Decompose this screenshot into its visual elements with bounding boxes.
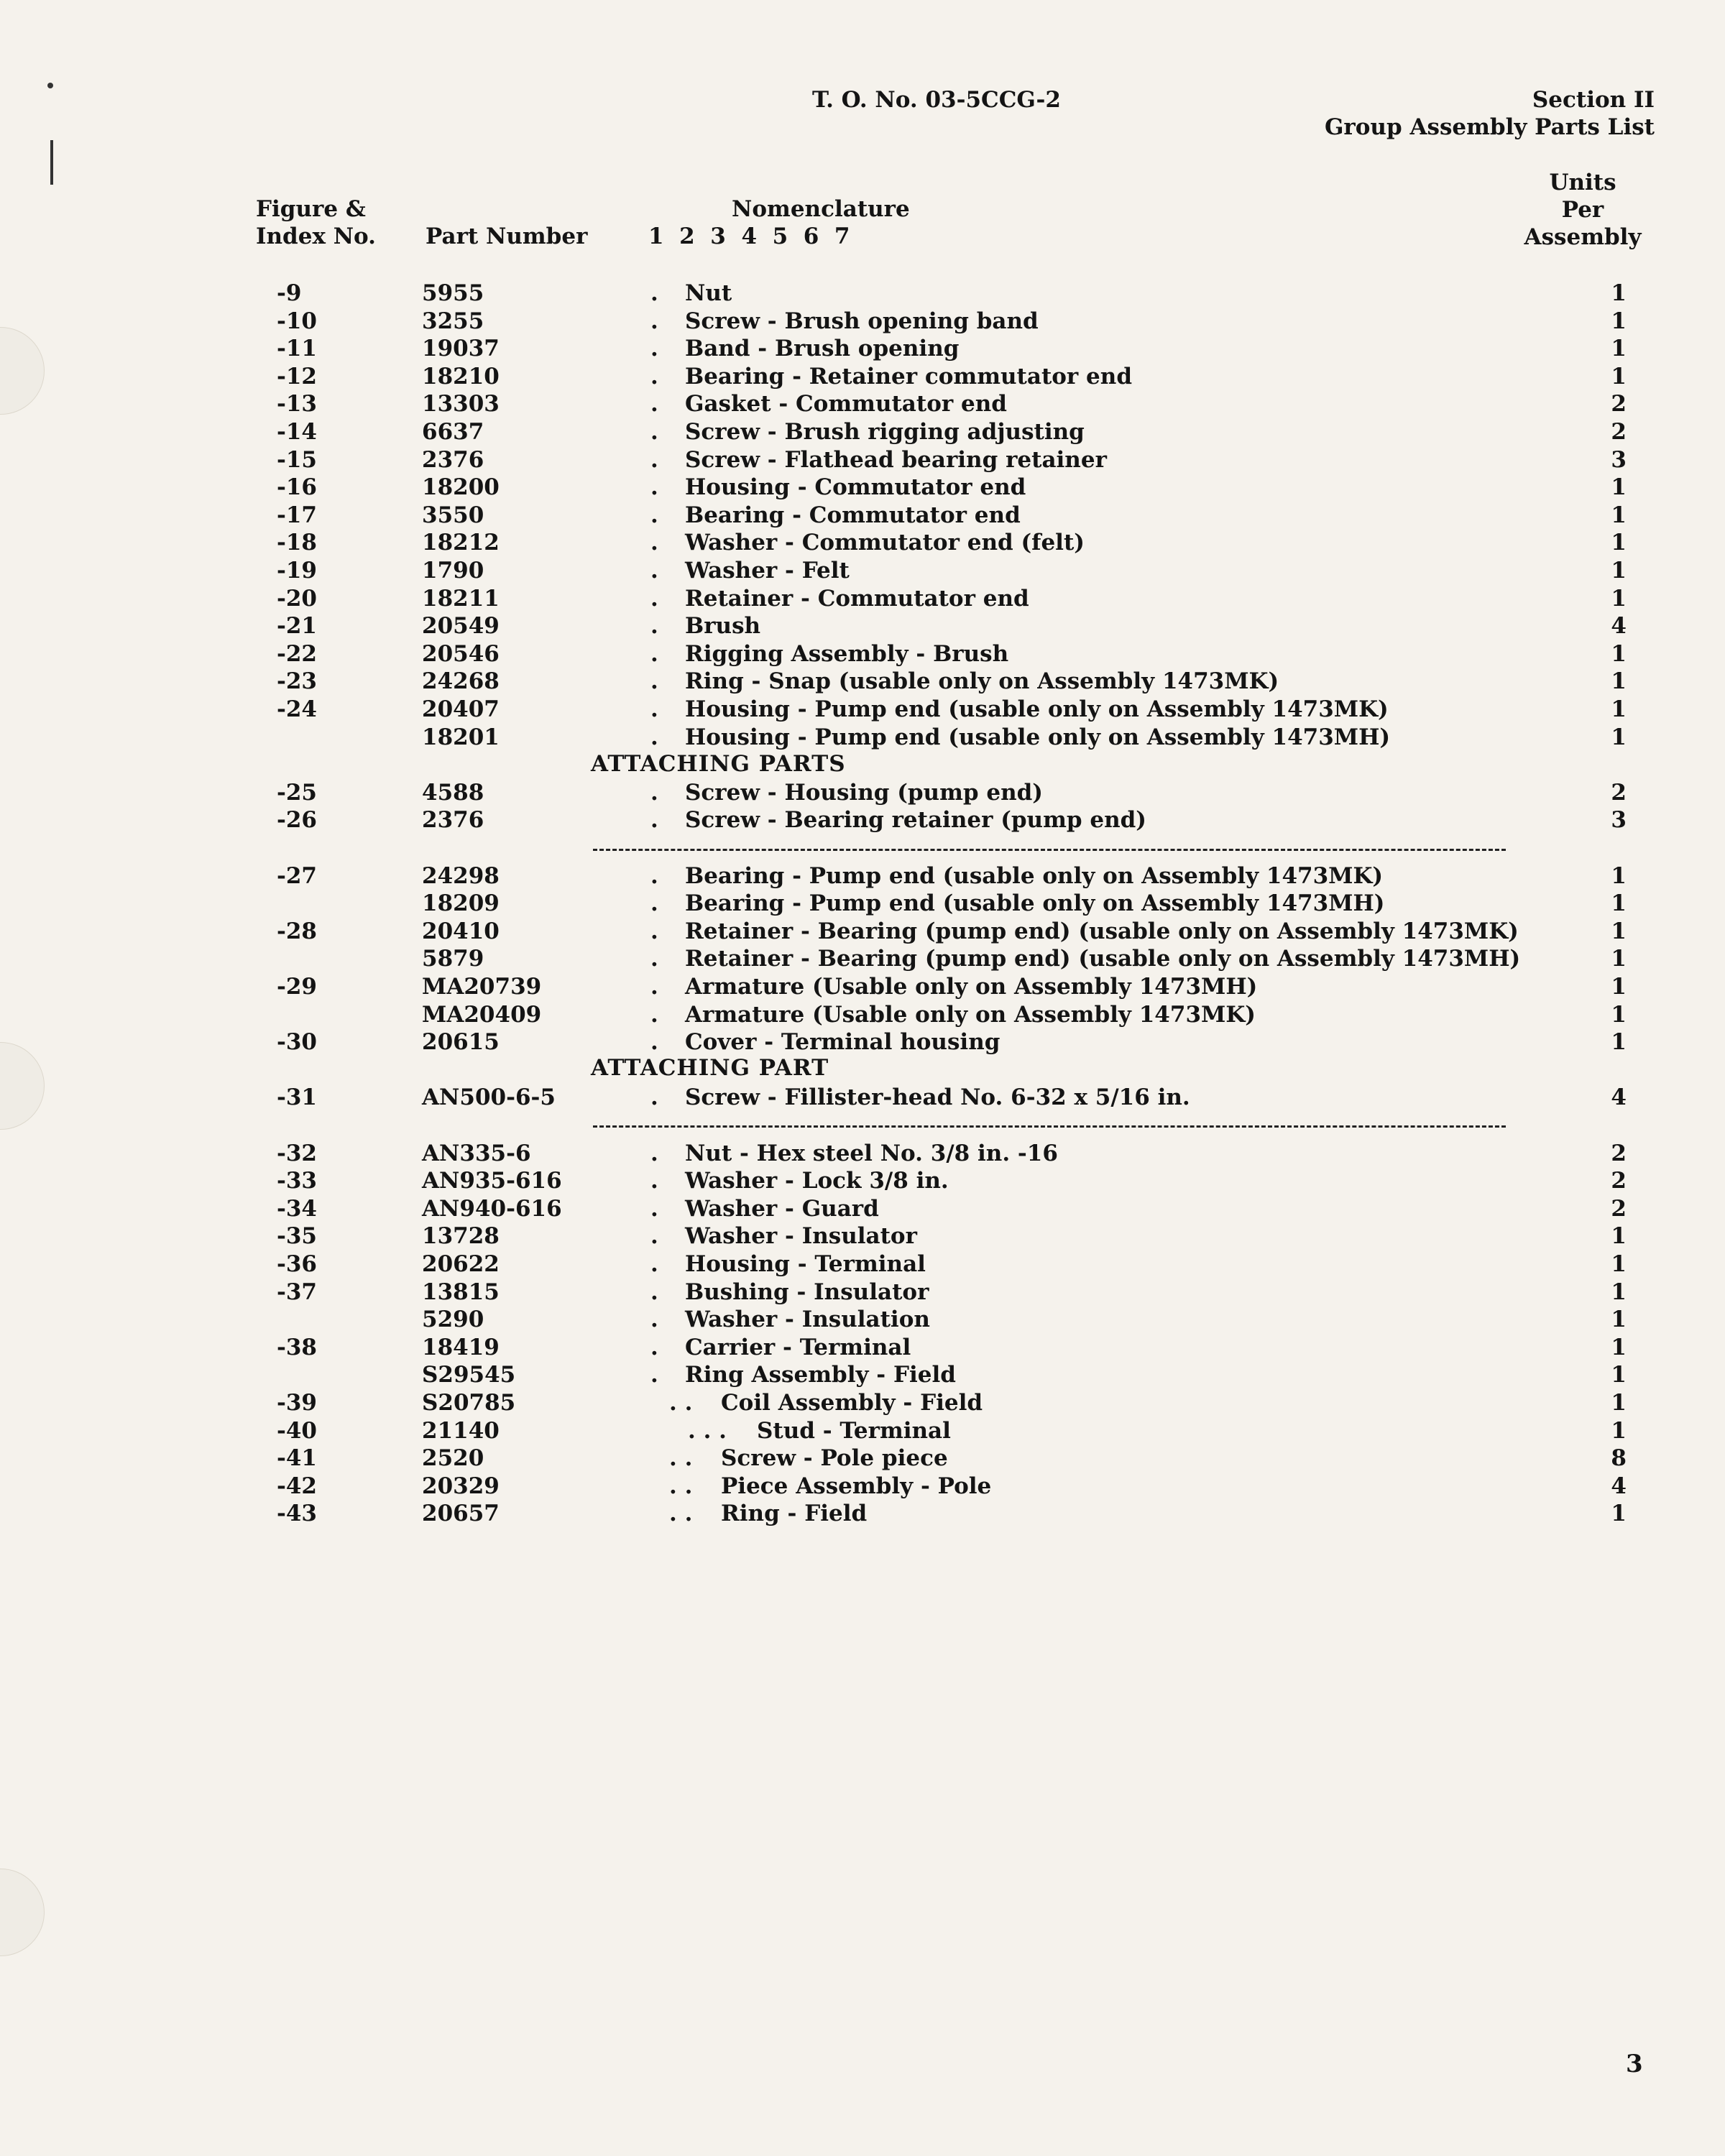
nomenclature-cell: Screw - Brush rigging adjusting bbox=[685, 419, 1085, 445]
figure-index-cell: -31 bbox=[277, 1084, 318, 1110]
units-cell: 1 bbox=[1611, 280, 1627, 306]
indent-dots: . . bbox=[669, 1473, 693, 1499]
indent-dots: . bbox=[650, 918, 658, 944]
indent-dots: . bbox=[650, 1002, 658, 1028]
indent-dots: . bbox=[650, 946, 658, 972]
indent-dots: . bbox=[650, 1168, 658, 1194]
part-number-cell: 6637 bbox=[422, 419, 484, 445]
indent-dots: . bbox=[650, 1307, 658, 1332]
units-cell: 1 bbox=[1611, 863, 1627, 889]
figure-index-cell: -34 bbox=[277, 1196, 318, 1222]
part-number-cell: 18212 bbox=[422, 530, 500, 556]
figure-index-cell: -37 bbox=[277, 1279, 318, 1305]
col-figure-header-1: Figure & bbox=[256, 196, 366, 222]
part-number-cell: 20329 bbox=[422, 1473, 500, 1499]
table-row bbox=[0, 1279, 1725, 1306]
units-cell: 1 bbox=[1611, 1335, 1627, 1360]
nomenclature-cell: Ring - Field bbox=[721, 1501, 868, 1526]
indent-dots: . . . bbox=[688, 1418, 727, 1444]
table-row bbox=[0, 1473, 1725, 1500]
attaching-parts-heading: ATTACHING PARTS bbox=[591, 751, 846, 777]
table-row bbox=[0, 1167, 1725, 1194]
units-cell: 2 bbox=[1611, 391, 1627, 417]
figure-index-cell: -35 bbox=[277, 1223, 318, 1249]
indent-dots: . bbox=[650, 1279, 658, 1305]
table-row bbox=[0, 1334, 1725, 1361]
part-number-cell: 18200 bbox=[422, 474, 500, 500]
nomenclature-cell: Housing - Pump end (usable only on Assembly 1473MK) bbox=[685, 696, 1389, 722]
indent-dots: . . bbox=[669, 1501, 693, 1526]
indent-dots: . bbox=[650, 974, 658, 1000]
part-number-cell: AN935-616 bbox=[422, 1168, 562, 1194]
figure-index-cell: -23 bbox=[277, 668, 318, 694]
indent-dots: . bbox=[650, 668, 658, 694]
part-number-cell: AN500-6-5 bbox=[422, 1084, 556, 1110]
nomenclature-cell: Armature (Usable only on Assembly 1473MK) bbox=[685, 1002, 1256, 1028]
part-number-cell: 2376 bbox=[422, 807, 484, 833]
units-cell: 2 bbox=[1611, 1141, 1627, 1166]
nomenclature-cell: Armature (Usable only on Assembly 1473MH) bbox=[685, 974, 1258, 1000]
figure-index-cell: -16 bbox=[277, 474, 318, 500]
figure-index-cell: -12 bbox=[277, 364, 318, 390]
indent-dots: . bbox=[650, 308, 658, 334]
binder-hole-bottom bbox=[0, 1869, 45, 1956]
units-cell: 1 bbox=[1611, 1223, 1627, 1249]
indent-dots: . bbox=[650, 613, 658, 639]
part-number-cell: 13815 bbox=[422, 1279, 500, 1305]
part-number-cell: 20549 bbox=[422, 613, 500, 639]
nomenclature-cell: Gasket - Commutator end bbox=[685, 391, 1007, 417]
table-row bbox=[0, 668, 1725, 695]
units-cell: 1 bbox=[1611, 1029, 1627, 1055]
nomenclature-cell: Screw - Flathead bearing retainer bbox=[685, 447, 1107, 473]
indent-dots: . bbox=[650, 336, 658, 361]
table-row bbox=[0, 557, 1725, 584]
units-cell: 1 bbox=[1611, 668, 1627, 694]
indent-dots: . bbox=[650, 890, 658, 916]
part-number-cell: 20410 bbox=[422, 918, 500, 944]
part-number-cell: 20657 bbox=[422, 1501, 500, 1526]
nomenclature-cell: Screw - Brush opening band bbox=[685, 308, 1039, 334]
indent-dots: . bbox=[650, 447, 658, 473]
figure-index-cell: -25 bbox=[277, 780, 318, 806]
part-number-cell: 20615 bbox=[422, 1029, 500, 1055]
table-row bbox=[0, 779, 1725, 806]
table-row bbox=[0, 1500, 1725, 1527]
nomenclature-cell: Coil Assembly - Field bbox=[721, 1390, 983, 1416]
table-row bbox=[0, 918, 1725, 945]
indent-dots: . bbox=[650, 724, 658, 750]
table-row bbox=[0, 806, 1725, 834]
units-cell: 1 bbox=[1611, 724, 1627, 750]
part-number-cell: 5955 bbox=[422, 280, 484, 306]
table-row bbox=[0, 1306, 1725, 1333]
figure-index-cell: -28 bbox=[277, 918, 318, 944]
figure-index-cell: -39 bbox=[277, 1390, 318, 1416]
page-number: 3 bbox=[1626, 2050, 1643, 2078]
table-row bbox=[0, 1417, 1725, 1445]
nomenclature-cell: Ring Assembly - Field bbox=[685, 1362, 956, 1388]
section-label: Section II bbox=[1532, 87, 1655, 113]
nomenclature-cell: Carrier - Terminal bbox=[685, 1335, 911, 1360]
figure-index-cell: -10 bbox=[277, 308, 318, 334]
part-number-cell: 3550 bbox=[422, 502, 484, 528]
table-row bbox=[0, 696, 1725, 723]
attaching-part-heading: ATTACHING PART bbox=[591, 1055, 829, 1081]
part-number-cell: 24298 bbox=[422, 863, 500, 889]
table-row bbox=[0, 724, 1725, 751]
indent-dots: . bbox=[650, 641, 658, 667]
indent-dots: . bbox=[650, 1141, 658, 1166]
figure-index-cell: -22 bbox=[277, 641, 318, 667]
units-cell: 2 bbox=[1611, 1168, 1627, 1194]
nomenclature-cell: Rigging Assembly - Brush bbox=[685, 641, 1009, 667]
part-number-cell: 2376 bbox=[422, 447, 484, 473]
indent-dots: . bbox=[650, 1196, 658, 1222]
indent-dots: . bbox=[650, 1335, 658, 1360]
nomenclature-cell: Nut - Hex steel No. 3/8 in. -16 bbox=[685, 1141, 1058, 1166]
nomenclature-cell: Washer - Lock 3/8 in. bbox=[685, 1168, 949, 1194]
margin-mark bbox=[50, 140, 53, 185]
figure-index-cell: -18 bbox=[277, 530, 318, 556]
col-units-header-2: Per bbox=[1561, 197, 1604, 223]
table-row bbox=[0, 474, 1725, 501]
margin-mark bbox=[47, 83, 53, 88]
table-row bbox=[0, 1445, 1725, 1472]
part-number-cell: 4588 bbox=[422, 780, 484, 806]
nomenclature-cell: Housing - Pump end (usable only on Assembly 1473MH) bbox=[685, 724, 1391, 750]
units-cell: 1 bbox=[1611, 1251, 1627, 1277]
units-cell: 1 bbox=[1611, 1307, 1627, 1332]
units-cell: 1 bbox=[1611, 696, 1627, 722]
indent-dots: . bbox=[650, 807, 658, 833]
units-cell: 3 bbox=[1611, 807, 1627, 833]
table-row bbox=[0, 1195, 1725, 1222]
part-number-cell: 5879 bbox=[422, 946, 484, 972]
part-number-cell: 5290 bbox=[422, 1307, 484, 1332]
figure-index-cell: -42 bbox=[277, 1473, 318, 1499]
nomenclature-cell: Washer - Insulator bbox=[685, 1223, 917, 1249]
units-cell: 4 bbox=[1611, 1084, 1627, 1110]
indent-dots: . bbox=[650, 1223, 658, 1249]
indent-dots: . bbox=[650, 364, 658, 390]
nomenclature-cell: Retainer - Bearing (pump end) (usable only on Assembly 1473MH) bbox=[685, 946, 1521, 972]
figure-index-cell: -20 bbox=[277, 586, 318, 612]
nomenclature-cell: Bearing - Commutator end bbox=[685, 502, 1021, 528]
indent-dots: . bbox=[650, 391, 658, 417]
units-cell: 1 bbox=[1611, 558, 1627, 584]
table-row bbox=[0, 502, 1725, 529]
figure-index-cell: -27 bbox=[277, 863, 318, 889]
nomenclature-cell: Housing - Commutator end bbox=[685, 474, 1026, 500]
table-row bbox=[0, 1001, 1725, 1028]
nomenclature-cell: Washer - Guard bbox=[685, 1196, 879, 1222]
indent-dots: . bbox=[650, 1029, 658, 1055]
figure-index-cell: -17 bbox=[277, 502, 318, 528]
part-number-cell: S20785 bbox=[422, 1390, 516, 1416]
indent-dots: . bbox=[650, 780, 658, 806]
table-row bbox=[0, 640, 1725, 668]
figure-index-cell: -15 bbox=[277, 447, 318, 473]
units-cell: 2 bbox=[1611, 1196, 1627, 1222]
units-cell: 1 bbox=[1611, 1362, 1627, 1388]
col-indent-levels: 1 2 3 4 5 6 7 bbox=[648, 224, 850, 249]
table-row bbox=[0, 446, 1725, 474]
part-number-cell: MA20739 bbox=[422, 974, 542, 1000]
part-number-cell: 13303 bbox=[422, 391, 500, 417]
nomenclature-cell: Washer - Commutator end (felt) bbox=[685, 530, 1085, 556]
units-cell: 1 bbox=[1611, 1501, 1627, 1526]
nomenclature-cell: Housing - Terminal bbox=[685, 1251, 926, 1277]
nomenclature-cell: Nut bbox=[685, 280, 732, 306]
units-cell: 1 bbox=[1611, 918, 1627, 944]
figure-index-cell: -21 bbox=[277, 613, 318, 639]
table-row bbox=[0, 890, 1725, 917]
nomenclature-cell: Screw - Fillister-head No. 6-32 x 5/16 in. bbox=[685, 1084, 1190, 1110]
part-number-cell: 2520 bbox=[422, 1445, 484, 1471]
units-cell: 1 bbox=[1611, 474, 1627, 500]
units-cell: 2 bbox=[1611, 419, 1627, 445]
indent-dots: . bbox=[650, 696, 658, 722]
table-row bbox=[0, 973, 1725, 1000]
nomenclature-cell: Piece Assembly - Pole bbox=[721, 1473, 992, 1499]
units-cell: 8 bbox=[1611, 1445, 1627, 1471]
part-number-cell: 18210 bbox=[422, 364, 500, 390]
part-number-cell: AN335-6 bbox=[422, 1141, 531, 1166]
nomenclature-cell: Bushing - Insulator bbox=[685, 1279, 929, 1305]
figure-index-cell: -36 bbox=[277, 1251, 318, 1277]
part-number-cell: 1790 bbox=[422, 558, 484, 584]
figure-index-cell: -30 bbox=[277, 1029, 318, 1055]
table-row bbox=[0, 585, 1725, 612]
section-title: Group Assembly Parts List bbox=[1324, 114, 1655, 140]
part-number-cell: 18201 bbox=[422, 724, 500, 750]
units-cell: 1 bbox=[1611, 364, 1627, 390]
col-units-header-3: Assembly bbox=[1524, 224, 1642, 250]
nomenclature-cell: Retainer - Commutator end bbox=[685, 586, 1029, 612]
units-cell: 4 bbox=[1611, 613, 1627, 639]
table-row bbox=[0, 1222, 1725, 1250]
figure-index-cell: -29 bbox=[277, 974, 318, 1000]
figure-index-cell: -24 bbox=[277, 696, 318, 722]
units-cell: 1 bbox=[1611, 641, 1627, 667]
part-number-cell: 13728 bbox=[422, 1223, 500, 1249]
part-number-cell: 19037 bbox=[422, 336, 500, 361]
indent-dots: . bbox=[650, 1251, 658, 1277]
figure-index-cell: -33 bbox=[277, 1168, 318, 1194]
indent-dots: . bbox=[650, 474, 658, 500]
table-row bbox=[0, 1250, 1725, 1278]
table-row bbox=[0, 280, 1725, 307]
nomenclature-cell: Bearing - Retainer commutator end bbox=[685, 364, 1132, 390]
nomenclature-cell: Brush bbox=[685, 613, 761, 639]
nomenclature-cell: Stud - Terminal bbox=[757, 1418, 951, 1444]
part-number-cell: 18419 bbox=[422, 1335, 500, 1360]
nomenclature-cell: Screw - Bearing retainer (pump end) bbox=[685, 807, 1146, 833]
indent-dots: . bbox=[650, 502, 658, 528]
part-number-cell: 20622 bbox=[422, 1251, 500, 1277]
units-cell: 1 bbox=[1611, 530, 1627, 556]
part-number-cell: 20407 bbox=[422, 696, 500, 722]
part-number-cell: 21140 bbox=[422, 1418, 500, 1444]
part-number-cell: 18209 bbox=[422, 890, 500, 916]
nomenclature-cell: Cover - Terminal housing bbox=[685, 1029, 1000, 1055]
table-row bbox=[0, 862, 1725, 890]
table-row bbox=[0, 1140, 1725, 1167]
part-number-cell: AN940-616 bbox=[422, 1196, 562, 1222]
units-cell: 1 bbox=[1611, 502, 1627, 528]
indent-dots: . bbox=[650, 1084, 658, 1110]
indent-dots: . . bbox=[669, 1390, 693, 1416]
table-row bbox=[0, 529, 1725, 556]
units-cell: 4 bbox=[1611, 1473, 1627, 1499]
nomenclature-cell: Washer - Insulation bbox=[685, 1307, 930, 1332]
separator-line bbox=[593, 849, 1506, 851]
figure-index-cell: -11 bbox=[277, 336, 318, 361]
indent-dots: . bbox=[650, 419, 658, 445]
table-row bbox=[0, 1389, 1725, 1416]
table-row bbox=[0, 945, 1725, 972]
separator-line bbox=[593, 1125, 1506, 1128]
nomenclature-cell: Washer - Felt bbox=[685, 558, 850, 584]
indent-dots: . bbox=[650, 530, 658, 556]
units-cell: 1 bbox=[1611, 336, 1627, 361]
units-cell: 1 bbox=[1611, 946, 1627, 972]
part-number-cell: 20546 bbox=[422, 641, 500, 667]
units-cell: 1 bbox=[1611, 890, 1627, 916]
table-row bbox=[0, 335, 1725, 362]
indent-dots: . bbox=[650, 280, 658, 306]
nomenclature-cell: Retainer - Bearing (pump end) (usable only on Assembly 1473MK) bbox=[685, 918, 1519, 944]
figure-index-cell: -19 bbox=[277, 558, 318, 584]
indent-dots: . bbox=[650, 558, 658, 584]
units-cell: 1 bbox=[1611, 1390, 1627, 1416]
units-cell: 1 bbox=[1611, 586, 1627, 612]
col-units-header-1: Units bbox=[1549, 170, 1616, 195]
part-number-cell: 18211 bbox=[422, 586, 500, 612]
nomenclature-cell: Screw - Housing (pump end) bbox=[685, 780, 1043, 806]
indent-dots: . bbox=[650, 1362, 658, 1388]
figure-index-cell: -26 bbox=[277, 807, 318, 833]
table-row bbox=[0, 363, 1725, 390]
indent-dots: . bbox=[650, 586, 658, 612]
nomenclature-cell: Bearing - Pump end (usable only on Assembly 1473MK) bbox=[685, 863, 1384, 889]
indent-dots: . bbox=[650, 863, 658, 889]
table-row bbox=[0, 1361, 1725, 1388]
part-number-cell: S29545 bbox=[422, 1362, 516, 1388]
units-cell: 1 bbox=[1611, 1418, 1627, 1444]
table-row bbox=[0, 308, 1725, 335]
nomenclature-cell: Bearing - Pump end (usable only on Assembly 1473MH) bbox=[685, 890, 1385, 916]
table-row bbox=[0, 1084, 1725, 1111]
figure-index-cell: -14 bbox=[277, 419, 318, 445]
nomenclature-cell: Band - Brush opening bbox=[685, 336, 960, 361]
figure-index-cell: -40 bbox=[277, 1418, 318, 1444]
units-cell: 1 bbox=[1611, 974, 1627, 1000]
nomenclature-cell: Screw - Pole piece bbox=[721, 1445, 948, 1471]
nomenclature-cell: Ring - Snap (usable only on Assembly 1473MK) bbox=[685, 668, 1279, 694]
figure-index-cell: -38 bbox=[277, 1335, 318, 1360]
figure-index-cell: -32 bbox=[277, 1141, 318, 1166]
units-cell: 1 bbox=[1611, 308, 1627, 334]
units-cell: 1 bbox=[1611, 1279, 1627, 1305]
table-row bbox=[0, 418, 1725, 446]
part-number-cell: 24268 bbox=[422, 668, 500, 694]
to-number: T. O. No. 03-5CCG-2 bbox=[812, 87, 1061, 113]
figure-index-cell: -9 bbox=[277, 280, 302, 306]
col-part-number-header: Part Number bbox=[426, 224, 588, 249]
figure-index-cell: -41 bbox=[277, 1445, 318, 1471]
part-number-cell: MA20409 bbox=[422, 1002, 542, 1028]
table-row bbox=[0, 612, 1725, 640]
table-row bbox=[0, 1028, 1725, 1056]
units-cell: 3 bbox=[1611, 447, 1627, 473]
units-cell: 2 bbox=[1611, 780, 1627, 806]
col-figure-header-2: Index No. bbox=[256, 224, 376, 249]
figure-index-cell: -43 bbox=[277, 1501, 318, 1526]
indent-dots: . . bbox=[669, 1445, 693, 1471]
table-row bbox=[0, 390, 1725, 418]
part-number-cell: 3255 bbox=[422, 308, 484, 334]
col-nomenclature-header: Nomenclature bbox=[732, 196, 910, 222]
figure-index-cell: -13 bbox=[277, 391, 318, 417]
units-cell: 1 bbox=[1611, 1002, 1627, 1028]
